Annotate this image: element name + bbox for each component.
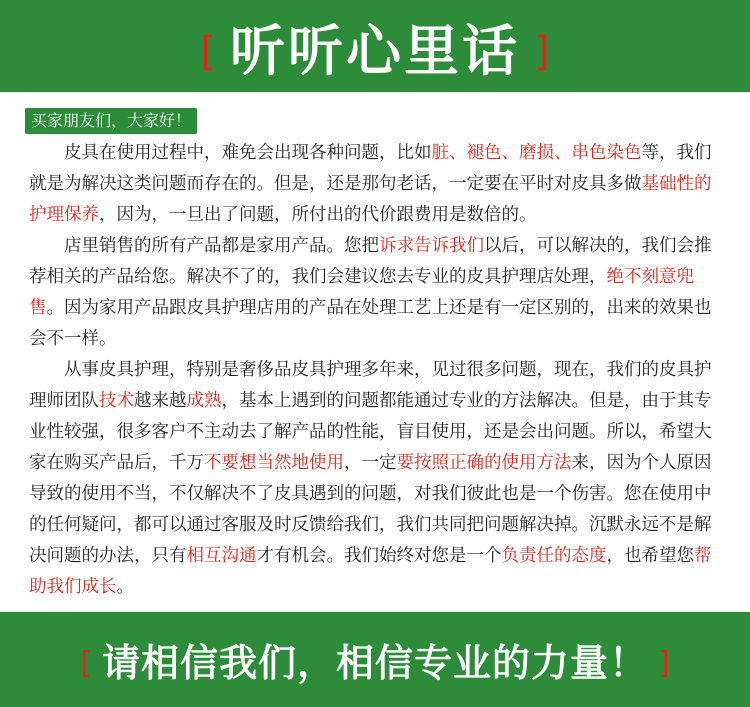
highlight-run: 相互沟通 (186, 546, 257, 566)
text-run: 。 (116, 577, 134, 597)
highlight-run: 帮助我们成长 (29, 546, 712, 597)
footer-bracket-left: [ (80, 646, 92, 681)
paragraph-1 (29, 138, 721, 231)
highlight-run: 诉求告诉我们 (379, 236, 484, 256)
highlight-run: 成熟 (186, 391, 222, 411)
highlight-run: 技术 (99, 391, 134, 411)
footer-bracket-right: ] (658, 646, 670, 681)
greeting-label: 买家朋友们，大家好！ (25, 108, 197, 134)
highlight-run: 负责任的态度 (501, 546, 607, 566)
highlight-run: 绝不刻意兜售 (29, 267, 694, 318)
highlight-run: 不要想当然地使用 (204, 453, 344, 473)
text-run: 等，我们就是为解决这类问题而存在的。但是，还是那句老话，一定要在平时对皮具多做 (29, 143, 712, 194)
header-banner (0, 0, 750, 92)
highlight-run: 脏、褪色、磨损、串色染色 (431, 143, 642, 163)
text-run: 。因为家用产品跟皮具护理店用的产品在处理工艺上还是有一定区别的，出来的效果也会不一样。 (29, 298, 712, 349)
highlight-run: 要按照正确的使用方法 (396, 453, 572, 473)
header-title: 听听心里话 (229, 18, 520, 83)
text-run: ，因为，一旦出了问题，所付出的代价跟费用是数倍的。 (99, 205, 537, 225)
text-run: 才有机会。我们始终对您是一个 (256, 546, 502, 566)
paragraph-2 (29, 231, 721, 355)
footer-banner (0, 612, 750, 707)
body-text (29, 138, 721, 603)
text-run: 以后，可以解决的，我们会推荐相关的产品给您。解决不了的，我们会建议您去专业的皮具护理店处理， (29, 236, 712, 287)
text-run: 店里销售的所有产品都是家用产品。您把 (64, 236, 379, 256)
text-run: ，也希望您 (606, 546, 694, 566)
text-run: ，一定 (344, 453, 397, 473)
highlight-run: 基础性的护理保养 (29, 174, 712, 225)
text-run: ，基本上遇到的问题都能通过专业的方法解决。但是，由于其专业性较强，很多客户不主动去了解产品的性能，盲目使用，还是会出问题。所以，希望大家在购买产品后，千万 (29, 391, 712, 473)
header-bracket-left: [ (200, 29, 216, 75)
text-run: 从事皮具护理，特别是奢侈品皮具护理多年来，见过很多问题，现在，我们的皮具护理师团队 (29, 360, 712, 411)
text-run: 越来越 (134, 391, 187, 411)
text-run: 来，因为个人原因导致的使用不当，不仅解决不了皮具遇到的问题，对我们彼此也是一个伤害。您在使用中的任何疑问，都可以通过客服及时反馈给我们，我们共同把问题解决掉。沉默永远不是解决问题的办法，只有 (29, 453, 712, 566)
paragraph-3 (29, 355, 721, 603)
header-bracket-right: ] (534, 29, 550, 75)
text-run: 皮具在使用过程中，难免会出现各种问题，比如 (64, 143, 432, 163)
footer-slogan: 请相信我们，相信专业的力量！ (101, 641, 648, 685)
